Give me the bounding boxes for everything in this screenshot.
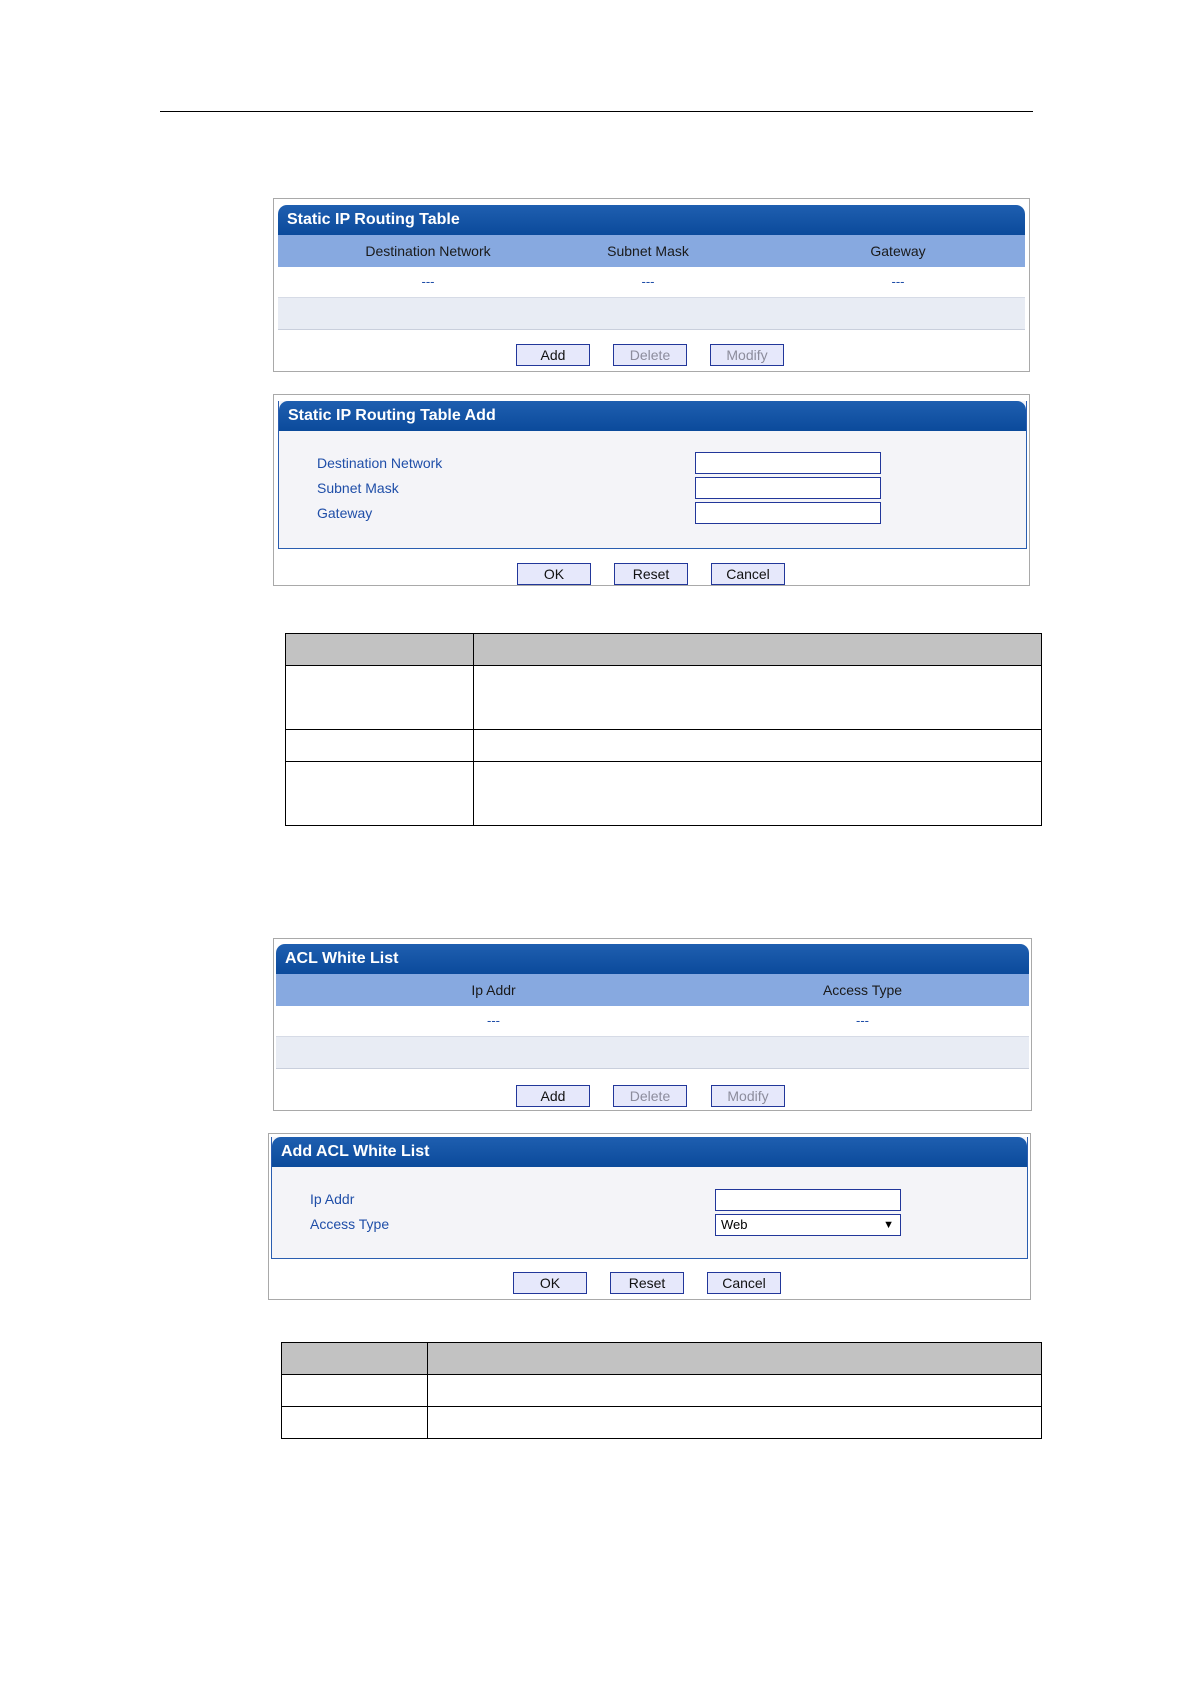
acl-list-panel [273,938,1032,1111]
add-button[interactable]: Add [516,344,590,366]
cell-gateway: --- [891,274,905,289]
page-header-rule [160,111,1033,112]
table-row [286,666,1042,730]
dropdown-arrow-icon[interactable]: ▼ [883,1219,894,1231]
column-header-subnet-mask: Subnet Mask [607,243,689,259]
access-type-select[interactable] [715,1214,901,1236]
cancel-button[interactable]: Cancel [707,1272,781,1294]
routing-table-panel [273,198,1030,372]
table-empty-row [276,1037,1029,1069]
column-header-access-type: Access Type [822,982,903,998]
reset-button[interactable]: Reset [614,563,688,585]
add-button[interactable]: Add [516,1085,590,1107]
cell-subnet-mask: --- [641,274,655,289]
acl-list-header-row [276,974,1029,1006]
routing-add-title: Static IP Routing Table Add [279,401,1026,431]
table-row [282,1375,1042,1407]
column-header-ip-addr: Ip Addr [471,982,516,998]
delete-button[interactable]: Delete [613,1085,687,1107]
parameter-table-2 [281,1342,1042,1439]
column-header-destination-network: Destination Network [365,243,491,259]
gateway-label: Gateway [317,505,373,521]
ok-button[interactable]: OK [517,563,591,585]
acl-add-form [271,1137,1028,1259]
table-row [282,1407,1042,1439]
ip-addr-label: Ip Addr [310,1191,355,1207]
destination-network-input[interactable] [695,452,881,474]
table-header-row [282,1343,1042,1375]
table-row[interactable] [278,267,1025,298]
subnet-mask-label: Subnet Mask [317,480,399,496]
table-empty-row [278,298,1025,330]
routing-add-form [278,401,1027,549]
subnet-mask-input[interactable] [695,477,881,499]
routing-add-panel [273,394,1030,586]
ip-addr-input[interactable] [715,1189,901,1211]
cell-ip-addr: --- [487,1013,500,1028]
table-row[interactable] [276,1006,1029,1037]
reset-button[interactable]: Reset [610,1272,684,1294]
access-type-label: Access Type [310,1216,390,1232]
table-header-row [286,634,1042,666]
table-row [286,762,1042,826]
destination-network-label: Destination Network [317,455,443,471]
modify-button[interactable]: Modify [710,344,784,366]
acl-add-title: Add ACL White List [272,1137,1027,1167]
cancel-button[interactable]: Cancel [711,563,785,585]
column-header-gateway: Gateway [870,243,926,259]
ok-button[interactable]: OK [513,1272,587,1294]
acl-list-title: ACL White List [276,944,1029,974]
routing-table-title: Static IP Routing Table [278,205,1025,235]
gateway-input[interactable] [695,502,881,524]
cell-access-type: --- [856,1013,869,1028]
delete-button[interactable]: Delete [613,344,687,366]
table-row [286,730,1042,762]
cell-destination-network: --- [421,274,435,289]
access-type-selected-value: Web [721,1217,748,1232]
modify-button[interactable]: Modify [711,1085,785,1107]
routing-table-header-row [278,235,1025,267]
parameter-table-1 [285,633,1042,826]
acl-add-panel [268,1133,1031,1300]
